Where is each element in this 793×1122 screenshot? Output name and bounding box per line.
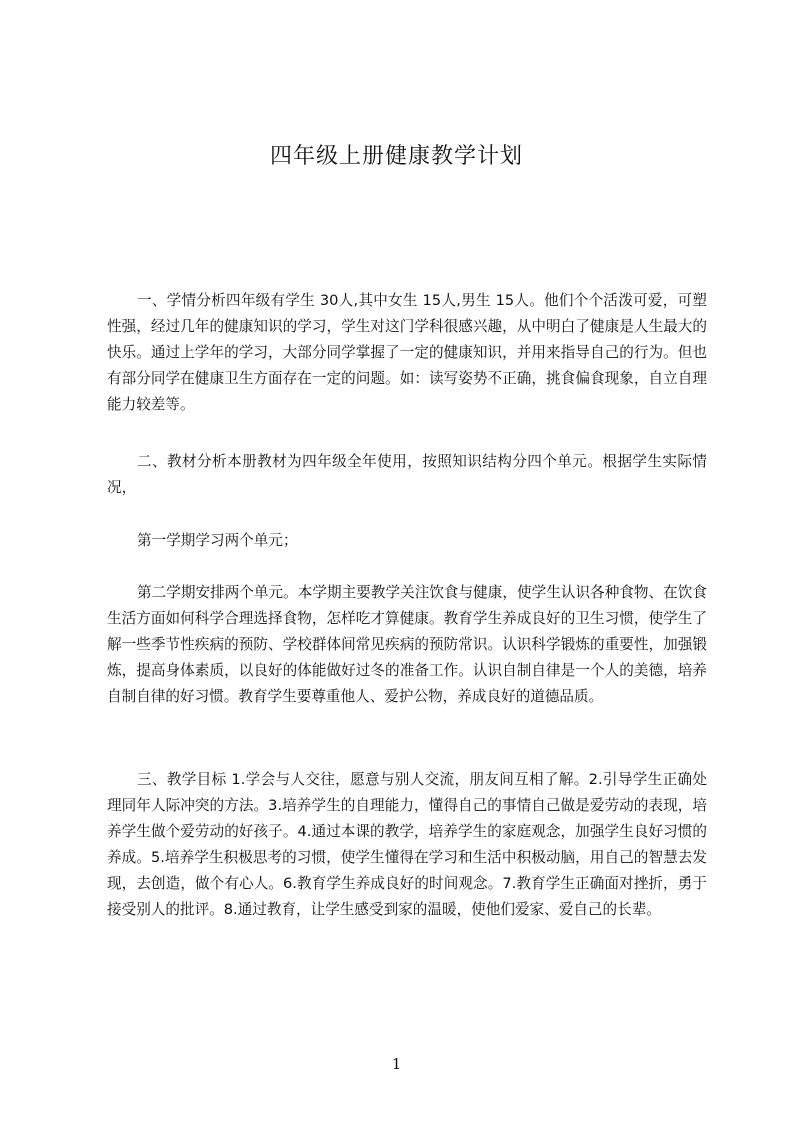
paragraph-second-semester: 第二学期安排两个单元。本学期主要教学关注饮食与健康，使学生认识各种食物、在饮食生活方面如何科学合理选择食物，怎样吃才算健康。教育学生养成良好的卫生习惯，使学生了解一些季节性疾病的预防、学校群体间常见疾病的预防常识。认识科学锻炼的重要性，加强锻炼，提高身体素质，以良好的体能做好过冬的准备工作。认识自制自律是一个人的美德，培养自制自律的好习惯。教育学生要尊重他人、爱护公物，养成良好的道德品质。	[107, 584, 707, 705]
document-title: 四年级上册健康教学计划	[269, 144, 523, 169]
paragraph-student-analysis: 一、学情分析四年级有学生 30人,其中女生 15人,男生 15人。他们个个活泼可爱，可塑性强，经过几年的健康知识的学习，学生对这门学科很感兴趣，从中明白了健康是人生最大的快乐。通过上学年的学习，大部分同学掌握了一定的健康知识，并用来指导自己的行为。但也有部分同学在健康卫生方面存在一定的问题。如：读写姿势不正确，挑食偏食现象，自立自理能力较差等。	[107, 292, 707, 413]
paragraph-textbook-analysis: 二、教材分析本册教材为四年级全年使用，按照知识结构分四个单元。根据学生实际情况，	[107, 453, 707, 496]
paragraph-first-semester: 第一学期学习两个单元；	[137, 532, 298, 549]
paragraph-teaching-goals: 三、教学目标 1.学会与人交往，愿意与别人交流，朋友间互相了解。2.引导学生正确处理同年人际冲突的方法。3.培养学生的自理能力，懂得自己的事情自己做是爱劳动的表现，培养学生做个爱劳动的好孩子。4.通过本课的教学，培养学生的家庭观念，加强学生良好习惯的养成。5.培养学生积极思考的习惯，使学生懂得在学习和生活中积极动脑，用自己的智慧去发现，去创造，做个有心人。6.教育学生养成良好的时间观念。7.教育学生正确面对挫折，勇于接受别人的批评。8.通过教育，让学生感受到家的温暖，使他们爱家、爱自己的长辈。	[107, 771, 707, 918]
page-number: 1	[391, 1055, 402, 1073]
